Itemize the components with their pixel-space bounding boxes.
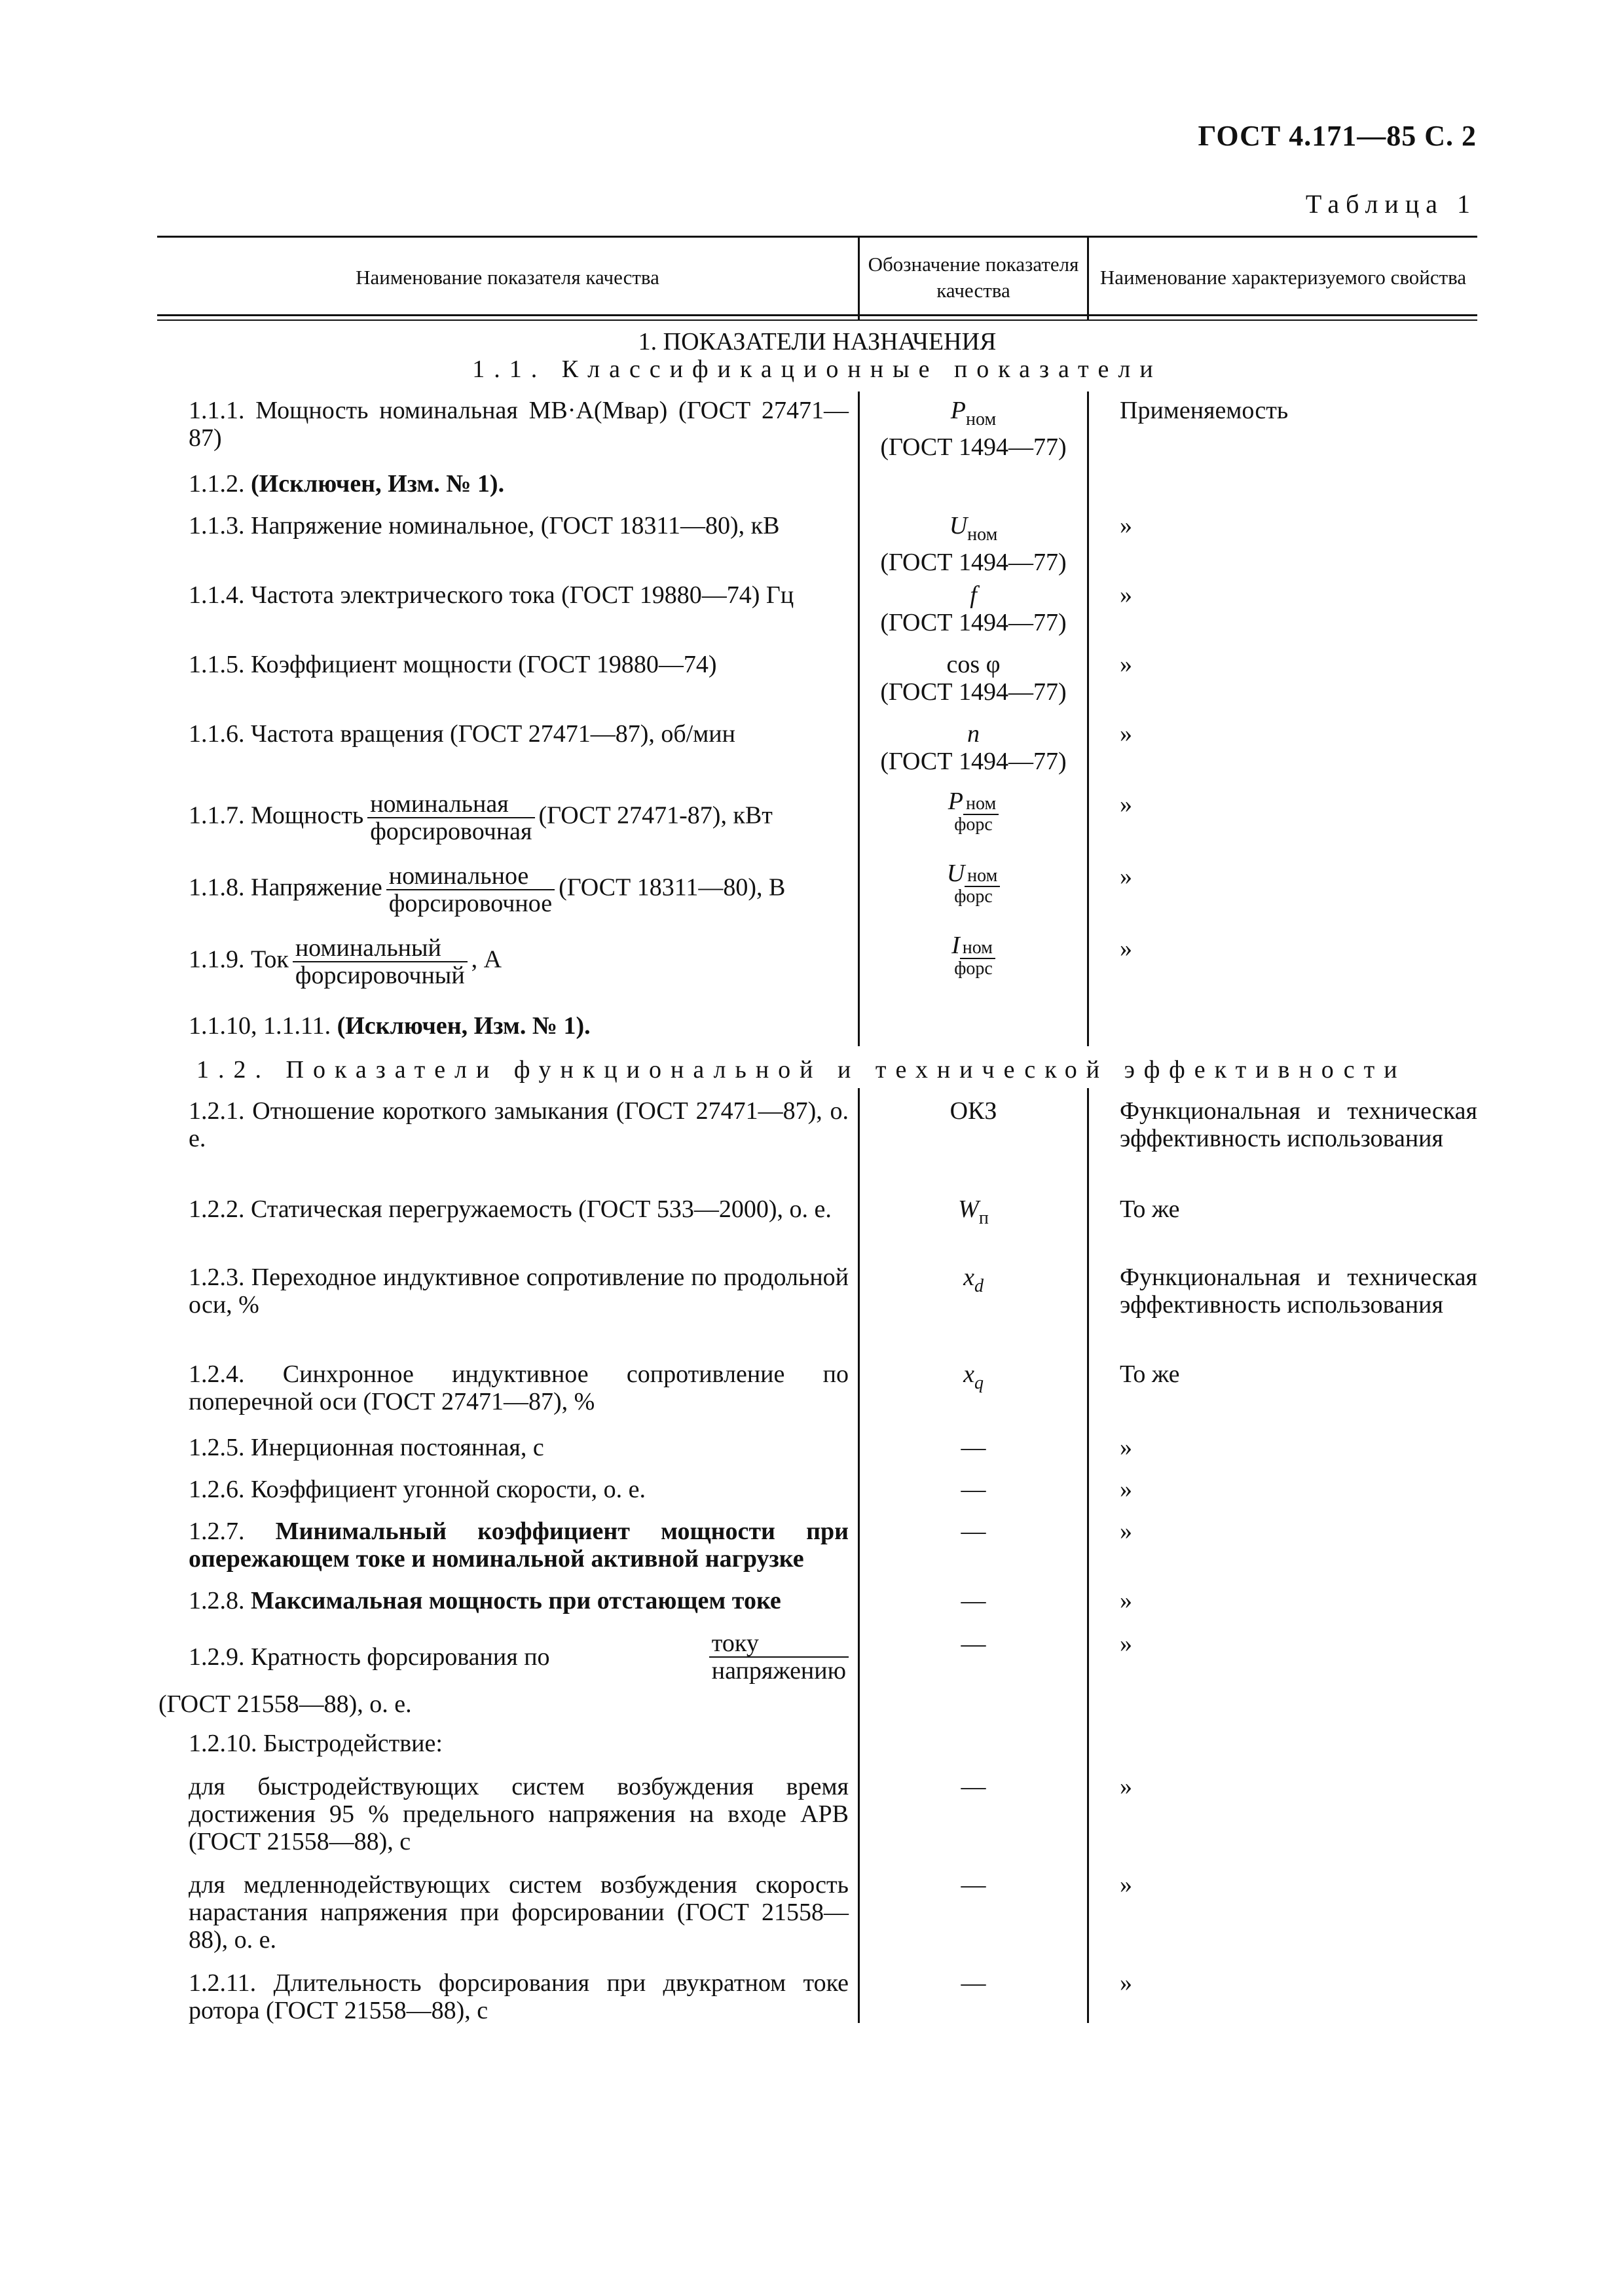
property: То же (1120, 1195, 1180, 1223)
indicator-symbol (860, 581, 1087, 636)
symbol-main: P (948, 788, 964, 815)
indicator-suffix: (ГОСТ 27471-87), кВт (538, 801, 773, 829)
indicator-number: 1.2.7. (189, 1518, 245, 1545)
indicator-text: 1.1.7. Мощность (189, 801, 364, 829)
property: » (1120, 651, 1132, 678)
indicator-symbol: — (961, 1476, 986, 1503)
fraction (386, 863, 555, 917)
symbol-numerator: ном (965, 866, 1000, 887)
fraction-numerator: номинальная (367, 791, 534, 818)
column-header-name: Наименование показателя качества (356, 266, 659, 289)
symbol-ref: (ГОСТ 1494—77) (880, 433, 1067, 461)
symbol-main: U (949, 512, 968, 539)
indicator-name (158, 1360, 849, 1415)
indicator-name (158, 1012, 849, 1040)
symbol-main: U (946, 860, 965, 887)
indicator-text: 1.1.4. Частота электрического тока (ГОСТ 19880—74) Гц (189, 581, 794, 609)
symbol-ref: (ГОСТ 1494—77) (880, 609, 1067, 636)
indicator-number: 1.1.10, 1.1.11. (189, 1012, 331, 1040)
symbol-main: cos φ (946, 651, 1001, 678)
property: » (1120, 720, 1132, 748)
fraction-denominator: форсировочный (295, 962, 465, 989)
indicator-suffix: , А (471, 945, 502, 974)
indicator-text: 1.1.9. Ток (189, 945, 289, 974)
property: » (1120, 1630, 1132, 1658)
indicator-suffix: (ГОСТ 18311—80), В (559, 873, 786, 902)
indicator-name (158, 1264, 849, 1319)
indicator-text: для быстродействующих систем возбуждения время достижения 95 % предельного напряжения на входе АРВ (ГОСТ 21558—88), с (189, 1773, 849, 1855)
indicator-text: 1.2.6. Коэффициент угонной скорости, о. е. (189, 1476, 646, 1503)
indicator-symbol: — (961, 1630, 986, 1658)
indicator-name (158, 935, 849, 989)
indicator-symbol (860, 720, 1087, 775)
property: Применяемость (1120, 397, 1289, 424)
indicator-text: 1.1.6. Частота вращения (ГОСТ 27471—87), об/мин (189, 720, 735, 748)
symbol-fraction (951, 932, 995, 979)
property: » (1120, 1773, 1132, 1800)
property: » (1120, 791, 1132, 818)
symbol-sub: п (978, 1208, 989, 1228)
property: » (1120, 581, 1132, 609)
indicator-name (158, 1476, 849, 1503)
subsection-title: 1.1. Классификационные показатели (472, 355, 1162, 383)
column-divider (1087, 1088, 1089, 2023)
indicator-text: для медленнодействующих систем возбуждения скорость нарастания напряжения при форсировании (ГОСТ 21558—88), о. е. (189, 1871, 849, 1954)
symbol-denominator: форс (954, 814, 993, 835)
indicator-symbol (860, 1195, 1087, 1232)
symbol-numerator: ном (960, 938, 995, 959)
symbol-fraction (946, 860, 1001, 907)
indicator-symbol (860, 860, 1087, 908)
symbol-main: P (950, 397, 967, 424)
fraction-denominator: напряжению (711, 1657, 846, 1685)
indicator-symbol (860, 397, 1087, 461)
column-header-property: Наименование характеризуемого свойства (1099, 266, 1467, 289)
indicator-name (158, 1434, 849, 1461)
indicator-symbol (860, 651, 1087, 706)
indicator-symbol (860, 788, 1087, 836)
indicator-symbol: ОКЗ (949, 1097, 997, 1125)
table-header-rule (157, 314, 1477, 316)
indicator-symbol: — (961, 1871, 986, 1899)
fraction-numerator: току (709, 1630, 849, 1658)
indicator-name (158, 397, 849, 452)
indicator-symbol (860, 512, 1087, 576)
indicator-symbol (860, 932, 1087, 980)
column-divider (1087, 392, 1089, 1046)
symbol-main: f (970, 581, 977, 609)
indicator-name (158, 1773, 849, 1855)
symbol-main: W (958, 1195, 979, 1223)
indicator-name (158, 791, 849, 845)
indicator-name (158, 1969, 849, 2024)
fraction (709, 1630, 849, 1684)
indicator-symbol: — (961, 1434, 986, 1461)
indicator-name (158, 863, 849, 917)
indicator-symbol (860, 1360, 1087, 1397)
indicator-text: 1.1.3. Напряжение номинальное, (ГОСТ 18311—80), кВ (189, 512, 780, 539)
indicator-text: 1.2.3. Переходное индуктивное сопротивление по продольной оси, % (189, 1264, 849, 1319)
indicator-name (158, 1730, 849, 1757)
section-title: 1. ПОКАЗАТЕЛИ НАЗНАЧЕНИЯ (638, 328, 997, 355)
indicator-text: (Исключен, Изм. № 1). (251, 470, 505, 498)
symbol-ref: (ГОСТ 1494—77) (880, 549, 1067, 576)
indicator-text: 1.1.5. Коэффициент мощности (ГОСТ 19880—74) (189, 651, 717, 678)
indicator-name (158, 470, 849, 498)
indicator-text: 1.2.11. Длительность форсирования при двукратном токе ротора (ГОСТ 21558—88), с (189, 1969, 849, 2024)
table-header-rule-double (157, 319, 1477, 321)
indicator-text: 1.2.9. Кратность форсирования по (189, 1643, 550, 1671)
indicator-text: (Исключен, Изм. № 1). (337, 1012, 591, 1040)
indicator-symbol: — (961, 1587, 986, 1614)
table-caption: Таблица 1 (1305, 189, 1477, 219)
fraction (367, 791, 534, 845)
symbol-denominator: форс (954, 886, 993, 907)
property: » (1120, 863, 1132, 890)
indicator-number: 1.1.2. (189, 470, 245, 498)
indicator-text: Максимальная мощность при отстающем токе (251, 1587, 781, 1614)
indicator-name (158, 1871, 849, 1954)
symbol-sub: d (974, 1276, 984, 1296)
indicator-text: 1.2.10. Быстродействие: (189, 1730, 443, 1757)
fraction-numerator: номинальное (386, 863, 555, 890)
column-header-symbol: Обозначение показателя качества (868, 253, 1079, 302)
property: » (1120, 1871, 1132, 1899)
indicator-name (158, 512, 849, 539)
indicator-text: Минимальный коэффициент мощности при опережающем токе и номинальной активной нагрузке (189, 1518, 849, 1573)
page-header: ГОСТ 4.171—85 С. 2 (1198, 120, 1477, 152)
indicator-name (158, 1630, 849, 1718)
property: » (1120, 1518, 1132, 1545)
symbol-main: I (951, 932, 960, 959)
indicator-text: 1.1.1. Мощность номинальная МВ·А(Мвар) (ГОСТ 27471—87) (189, 397, 849, 452)
property: Функциональная и техническая эффективность использования (1120, 1097, 1477, 1152)
symbol-ref: (ГОСТ 1494—77) (880, 678, 1067, 706)
property: » (1120, 1476, 1132, 1503)
property: » (1120, 1434, 1132, 1461)
symbol-sub: q (974, 1373, 984, 1393)
symbol-denominator: форс (954, 958, 993, 979)
fraction-denominator: форсировочная (370, 818, 532, 845)
indicator-name (158, 581, 849, 609)
indicator-text: 1.2.5. Инерционная постоянная, с (189, 1434, 544, 1461)
symbol-fraction (948, 788, 999, 835)
property: » (1120, 1587, 1132, 1614)
property: То же (1120, 1360, 1180, 1388)
symbol-main: n (967, 720, 980, 748)
indicator-name (158, 1097, 849, 1152)
indicator-name (158, 1195, 849, 1223)
table-top-rule (157, 236, 1477, 238)
indicator-symbol: — (961, 1773, 986, 1800)
fraction (293, 935, 468, 989)
fraction-numerator: номинальный (293, 935, 468, 962)
property: » (1120, 1969, 1132, 1997)
symbol-sub: ном (967, 524, 998, 545)
indicator-name (158, 1518, 849, 1573)
indicator-name (158, 1587, 849, 1614)
indicator-text: 1.1.8. Напряжение (189, 873, 382, 902)
indicator-name (158, 720, 849, 748)
subsection-title: 1.2. Показатели функциональной и технической эффективности (196, 1056, 1407, 1084)
indicator-suffix: (ГОСТ 21558—88), о. е. (158, 1690, 412, 1718)
indicator-number: 1.2.8. (189, 1587, 245, 1614)
indicator-text: 1.2.2. Статическая перегружаемость (ГОСТ 533—2000), о. е. (189, 1195, 832, 1223)
symbol-sub: ном (966, 409, 997, 429)
fraction-denominator: форсировочное (388, 890, 553, 917)
indicator-name (158, 651, 849, 678)
indicator-symbol: — (961, 1969, 986, 1997)
indicator-symbol (860, 1264, 1087, 1300)
property: » (1120, 935, 1132, 962)
property: Функциональная и техническая эффективность использования (1120, 1264, 1477, 1319)
indicator-symbol: — (961, 1518, 986, 1545)
symbol-numerator: ном (963, 793, 999, 815)
property: » (1120, 512, 1132, 539)
symbol-main: x (963, 1264, 974, 1291)
indicator-text: 1.2.4. Синхронное индуктивное сопротивление по поперечной оси (ГОСТ 27471—87), % (189, 1360, 849, 1415)
symbol-main: x (963, 1360, 974, 1388)
indicator-text: 1.2.1. Отношение короткого замыкания (ГОСТ 27471—87), о. е. (189, 1097, 849, 1152)
symbol-ref: (ГОСТ 1494—77) (880, 748, 1067, 775)
